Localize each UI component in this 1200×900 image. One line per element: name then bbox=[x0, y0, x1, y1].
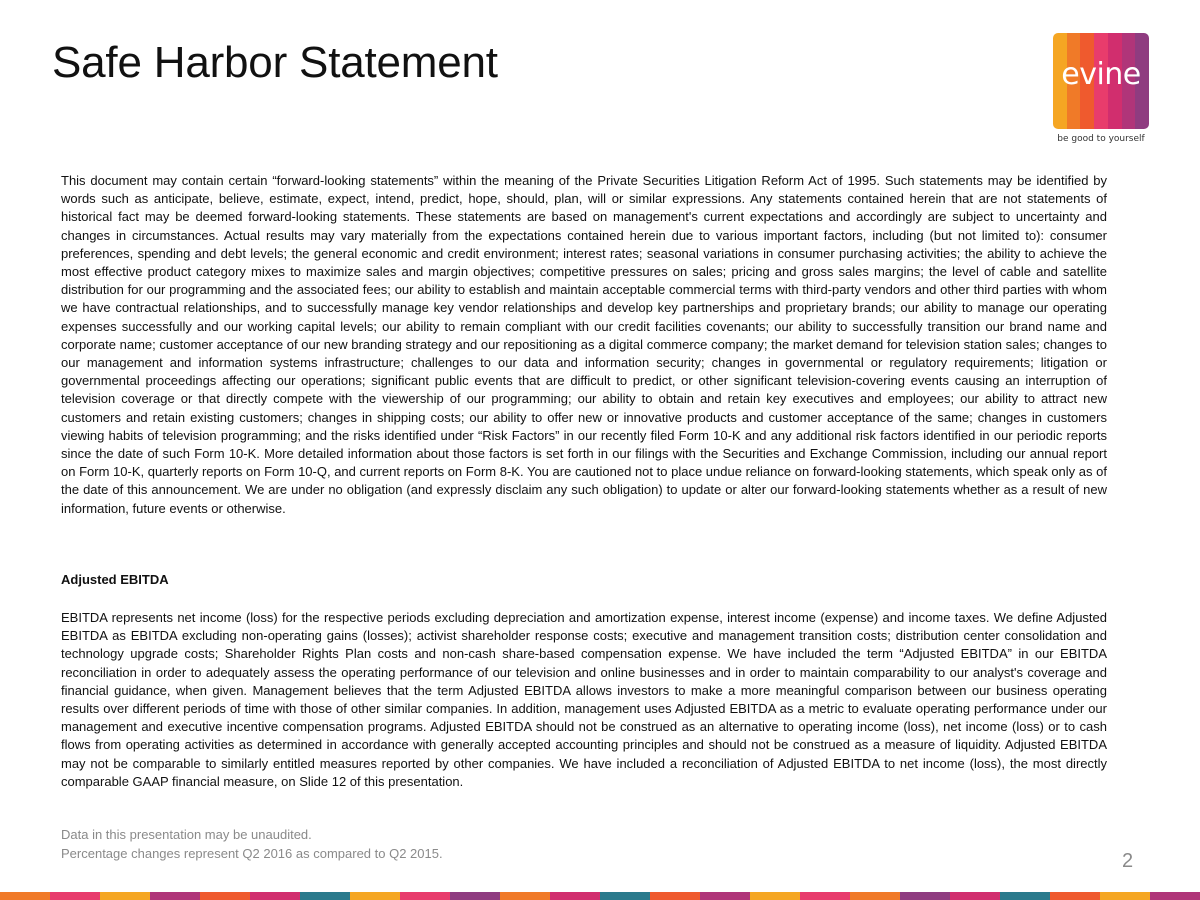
bottom-bar-segment bbox=[200, 892, 250, 900]
logo-wordmark: evine bbox=[1061, 57, 1141, 92]
bottom-bar-segment bbox=[150, 892, 200, 900]
bottom-bar-segment bbox=[900, 892, 950, 900]
bottom-bar-segment bbox=[100, 892, 150, 900]
bottom-bar-segment bbox=[1150, 892, 1200, 900]
bottom-bar-segment bbox=[700, 892, 750, 900]
adjusted-ebitda-paragraph: EBITDA represents net income (loss) for the respective periods excluding depreciation and amortization expense, interest income (expense) and income taxes. We define Adjusted EBITDA as EBITDA excluding non-operating gains (losses); activist shareholder response costs; executive and management transition costs; distribution center consolidation and technology upgrade costs; Shareholder Rights Plan costs and non-cash share-based compensation expense. We have included the term “Adjusted EBITDA” in our EBITDA reconciliation in order to adequately assess the operating performance of our television and online businesses and in order to maintain comparability to our analyst's coverage and financial guidance, when given. Management believes that the term Adjusted EBITDA allows investors to make a more meaningful comparison between our business operating results over different periods of time with those of other similar companies. In addition, management uses Adjusted EBITDA as a metric to evaluate operating performance under our management and executive incentive compensation programs. Adjusted EBITDA should not be construed as an alternative to operating income (loss), net income (loss) or to cash flows from operating activities as determined in accordance with generally accepted accounting principles and should not be construed as a measure of liquidity. Adjusted EBITDA may not be comparable to similarly entitled measures reported by other companies. We have included a reconciliation of Adjusted EBITDA to net income (loss), the most directly comparable GAAP financial measure, on Slide 12 of this presentation. bbox=[61, 610, 1107, 789]
section-heading-adjusted-ebitda: Adjusted EBITDA bbox=[61, 572, 169, 587]
safe-harbor-paragraph: This document may contain certain “forward-looking statements” within the meaning of the Private Securities Litigation Reform Act of 1995. Such statements may be identified by words such as anticipate, believe, estimate, expect, intend, predict, hope, should, plan, will or similar expressions. Any statements contained herein that are not statements of historical fact may be deemed forward-looking statements. These statements are based on management's current expectations and accordingly are subject to uncertainty and changes in circumstances. Actual results may vary materially from the expectations contained herein due to various important factors, including (but not limited to): consumer preferences, spending and debt levels; the general economic and credit environment; interest rates; seasonal variations in consumer purchasing activities; the ability to achieve the most effective product category mixes to maximize sales and margin objectives; competitive pressures on sales; pricing and gross sales margins; the level of cable and satellite distribution for our programming and the associated fees; our ability to establish and maintain acceptable commercial terms with third-party vendors and other third parties with whom we have contractual relationships, and to successfully manage key vendor relationships and develop key partnerships and proprietary brands; our ability to manage our operating expenses successfully and our working capital levels; our ability to remain compliant with our credit facilities covenants; our ability to successfully transition our brand name and corporate name; customer acceptance of our new branding strategy and our repositioning as a digital commerce company; the market demand for television station sales; changes to our management and information systems infrastructure; challenges to our data and information security; changes in governmental or regulatory requirements; litigation or governmental proceedings affecting our operations; significant public events that are difficult to predict, or other significant television-covering events causing an interruption of television coverage or that directly compete with the viewership of our programming; our ability to obtain and retain key executives and employees; our ability to attract new customers and retain existing customers; changes in shipping costs; our ability to offer new or innovative products and customer acceptance of the same; changes in customers viewing habits of television programming; and the risks identified under “Risk Factors” in our recently filed Form 10-K and any additional risk factors identified in our periodic reports since the date of such Form 10-K. More detailed information about those factors is set forth in our filings with the Securities and Exchange Commission, including our annual report on Form 10-K, quarterly reports on Form 10-Q, and current reports on Form 8-K. You are cautioned not to place undue reliance on forward-looking statements, which speak only as of the date of this announcement. We are under no obligation (and expressly disclaim any such obligation) to update or alter our forward-looking statements whether as a result of new information, future events or otherwise. bbox=[61, 173, 1107, 516]
bottom-bar-segment bbox=[400, 892, 450, 900]
bottom-bar-segment bbox=[750, 892, 800, 900]
footnote-percentage-changes: Percentage changes represent Q2 2016 as compared to Q2 2015. bbox=[61, 845, 443, 861]
bottom-bar-segment bbox=[600, 892, 650, 900]
bottom-bar-segment bbox=[850, 892, 900, 900]
page-number: 2 bbox=[1122, 850, 1134, 872]
bottom-color-bar bbox=[0, 892, 1200, 900]
bottom-bar-segment bbox=[950, 892, 1000, 900]
bottom-bar-segment bbox=[550, 892, 600, 900]
slide-title: Safe Harbor Statement bbox=[52, 38, 498, 87]
bottom-bar-segment bbox=[250, 892, 300, 900]
bottom-bar-segment bbox=[1100, 892, 1150, 900]
bottom-bar-segment bbox=[0, 892, 50, 900]
logo-tagline: be good to yourself bbox=[1057, 134, 1145, 144]
evine-logo bbox=[1053, 33, 1149, 148]
bottom-bar-segment bbox=[300, 892, 350, 900]
bottom-bar-segment bbox=[1050, 892, 1100, 900]
bottom-bar-segment bbox=[800, 892, 850, 900]
bottom-bar-segment bbox=[350, 892, 400, 900]
bottom-bar-segment bbox=[50, 892, 100, 900]
footnote-unaudited: Data in this presentation may be unaudited. bbox=[61, 827, 312, 842]
bottom-bar-segment bbox=[500, 892, 550, 900]
footnotes bbox=[61, 826, 443, 863]
bottom-bar-segment bbox=[450, 892, 500, 900]
bottom-bar-segment bbox=[1000, 892, 1050, 900]
bottom-bar-segment bbox=[650, 892, 700, 900]
